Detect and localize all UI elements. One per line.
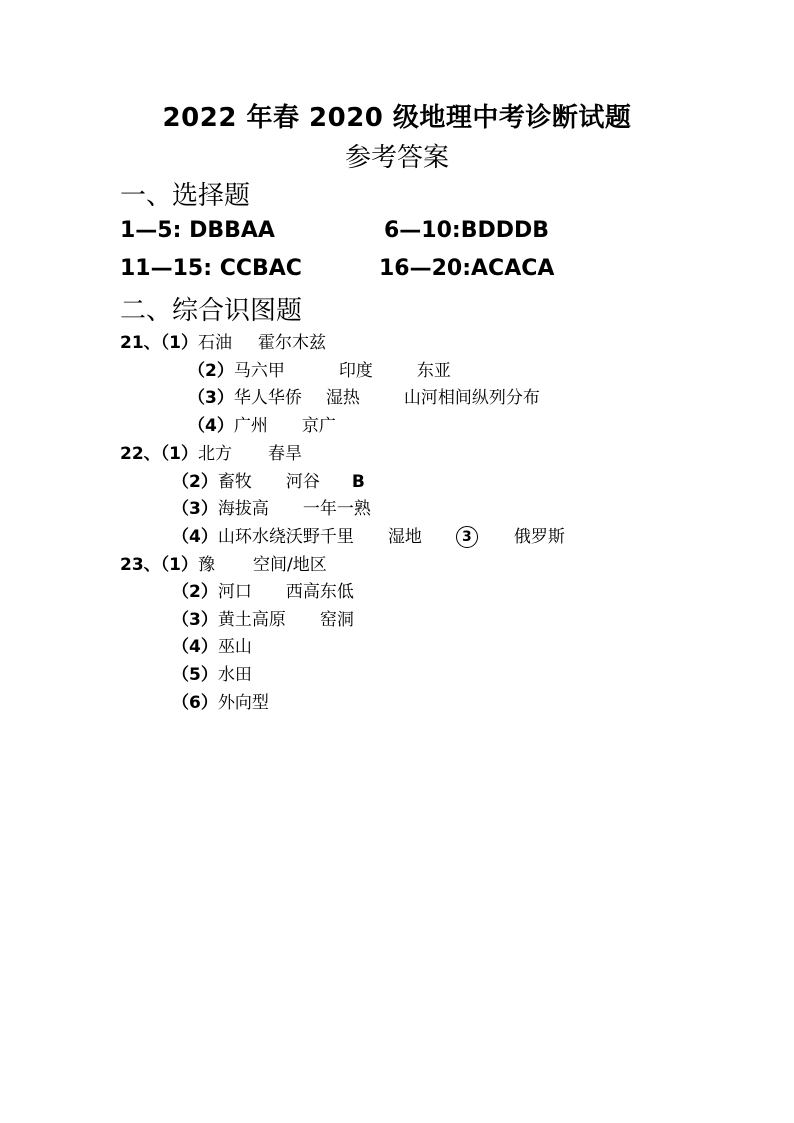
q21-p2-number: （2） bbox=[188, 361, 234, 381]
q21-p3-answer-c: 山河相间纵列分布 bbox=[403, 388, 540, 408]
q22-p3-answer-a: 海拔高 bbox=[217, 499, 269, 519]
q23-label: 23、 bbox=[120, 555, 161, 575]
q21-label: 21、 bbox=[120, 333, 161, 353]
q21-p3-answer-b: 湿热 bbox=[325, 388, 360, 408]
q23-p3-answer-a: 黄土高原 bbox=[217, 610, 286, 630]
q21-p1-answer-a: 石油 bbox=[198, 333, 233, 353]
q23-p6-answer-a: 外向型 bbox=[217, 693, 269, 713]
q22-p3-number: （3） bbox=[172, 499, 218, 519]
q23-part1 bbox=[120, 550, 327, 575]
q23-p4-number: （4） bbox=[172, 637, 218, 657]
q22-p4-answer-circled-number: 3 bbox=[456, 526, 478, 548]
q23-p4-answer-a: 巫山 bbox=[217, 637, 252, 657]
q21-p2-answer-c: 东亚 bbox=[416, 361, 451, 381]
section-heading-multiple-choice: 一、选择题 bbox=[120, 181, 251, 211]
q23-part5 bbox=[172, 660, 252, 685]
q23-part3 bbox=[172, 605, 354, 630]
q21-p3-answer-a: 华人华侨 bbox=[233, 388, 302, 408]
q21-part4 bbox=[188, 411, 336, 436]
page-title: 2022 年春 2020 级地理中考诊断试题 bbox=[162, 103, 632, 133]
q21-p3-number: （3） bbox=[188, 388, 234, 408]
q23-p3-answer-b: 窑洞 bbox=[319, 610, 354, 630]
page-subtitle: 参考答案 bbox=[344, 143, 449, 173]
q22-part4 bbox=[172, 522, 565, 548]
q22-part2 bbox=[172, 467, 365, 492]
q23-p2-answer-a: 河口 bbox=[217, 582, 252, 602]
q21-p1-number: （1） bbox=[160, 333, 199, 353]
mc-answers-1-5: 1—5: DBBAA bbox=[120, 218, 275, 243]
q22-p1-answer-b: 春旱 bbox=[268, 444, 303, 464]
q23-p1-answer-a: 豫 bbox=[198, 555, 216, 575]
q22-p2-answer-b: 河谷 bbox=[285, 472, 320, 492]
q22-p2-number: （2） bbox=[172, 472, 218, 492]
q21-part1 bbox=[120, 328, 326, 353]
q23-p5-answer-a: 水田 bbox=[217, 665, 252, 685]
q22-p2-answer-a: 畜牧 bbox=[217, 472, 252, 492]
q21-p4-answer-a: 广州 bbox=[233, 416, 268, 436]
q23-part6 bbox=[172, 688, 269, 713]
q23-p1-answer-b: 空间/地区 bbox=[253, 555, 327, 575]
q22-p1-number: （1） bbox=[160, 444, 199, 464]
q23-p1-number: （1） bbox=[160, 555, 199, 575]
q21-p2-answer-a: 马六甲 bbox=[233, 361, 285, 381]
q22-p3-answer-b: 一年一熟 bbox=[302, 499, 371, 519]
q23-p5-number: （5） bbox=[172, 665, 218, 685]
q22-p1-answer-a: 北方 bbox=[198, 444, 233, 464]
q23-part2 bbox=[172, 577, 354, 602]
q21-p1-answer-b: 霍尔木兹 bbox=[258, 333, 327, 353]
mc-answers-6-10: 6—10:BDDDB bbox=[384, 218, 550, 243]
q23-p2-number: （2） bbox=[172, 582, 218, 602]
q21-p4-answer-b: 京广 bbox=[301, 416, 336, 436]
q22-p2-answer-c: B bbox=[351, 472, 365, 492]
q22-label: 22、 bbox=[120, 444, 161, 464]
q21-part2 bbox=[188, 356, 451, 381]
q22-part1 bbox=[120, 439, 302, 464]
section-heading-map-questions: 二、综合识图题 bbox=[120, 296, 303, 326]
mc-answers-16-20: 16—20:ACACA bbox=[379, 256, 555, 281]
q22-part3 bbox=[172, 494, 371, 519]
q23-p2-answer-b: 西高东低 bbox=[285, 582, 354, 602]
mc-answers-11-15: 11—15: CCBAC bbox=[120, 256, 302, 281]
q22-p4-number: （4） bbox=[172, 527, 218, 547]
q22-p4-answer-b: 湿地 bbox=[387, 527, 422, 547]
q23-part4 bbox=[172, 632, 252, 657]
q23-p6-number: （6） bbox=[172, 693, 218, 713]
q21-part3 bbox=[188, 383, 540, 408]
q22-p4-answer-d: 俄罗斯 bbox=[513, 527, 565, 547]
q22-p4-answer-a: 山环水绕沃野千里 bbox=[217, 527, 354, 547]
q21-p4-number: （4） bbox=[188, 416, 234, 436]
q23-p3-number: （3） bbox=[172, 610, 218, 630]
q21-p2-answer-b: 印度 bbox=[338, 361, 373, 381]
